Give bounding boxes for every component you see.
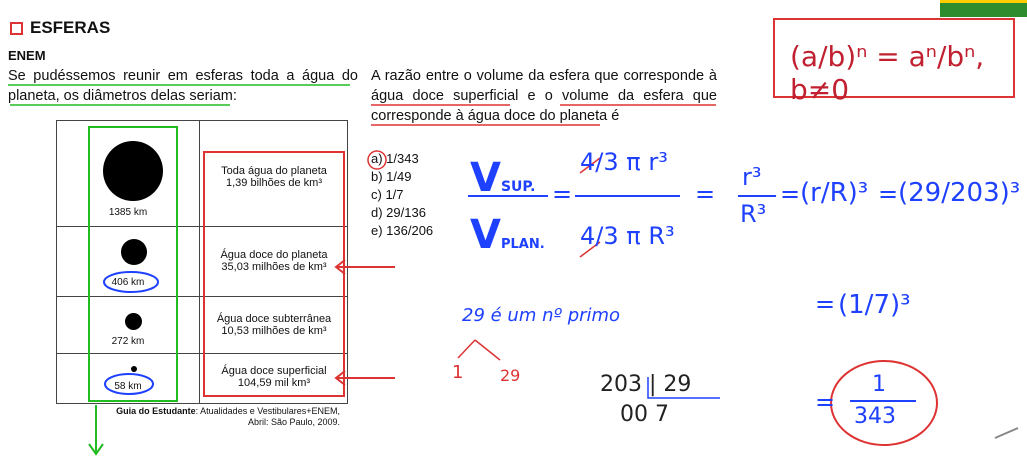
- desc-label: Água doce do planeta: [220, 249, 328, 261]
- eq-5: =: [815, 290, 836, 318]
- step2-den: R³: [740, 200, 767, 228]
- desc-label: Água doce subterrânea: [216, 313, 332, 325]
- step3: (r/R)³: [800, 178, 869, 208]
- diameter-label: 58 km: [114, 381, 142, 392]
- step4: (29/203)³: [898, 178, 1021, 208]
- v-sup-sub: SUP.: [500, 179, 536, 195]
- division-line1: 203 | 29: [600, 372, 692, 397]
- blue-circle-406: [104, 272, 158, 292]
- result-bar: [850, 400, 916, 402]
- desc-amount: 104,59 mil km³: [237, 377, 311, 389]
- eq-3: =: [780, 180, 801, 208]
- diameter-label: 1385 km: [108, 207, 148, 218]
- result-den: 343: [854, 404, 896, 429]
- desc-label: Água doce superficial: [221, 365, 327, 377]
- section-title: ESFERAS: [30, 18, 111, 37]
- v-plan: [470, 212, 545, 258]
- desc-label: Toda água do planeta: [221, 165, 327, 177]
- branch-line: [458, 340, 475, 358]
- source-bold: Guia do Estudante: [116, 406, 196, 416]
- factor-one: 1: [452, 362, 464, 383]
- option-c[interactable]: c) 1/7: [371, 187, 404, 202]
- intro-text: Se pudéssemos reunir em esferas toda a água do planeta, os diâmetros delas seriam:: [8, 68, 358, 104]
- prime-note: 29 é um nº primo: [462, 305, 621, 326]
- red-column-box: [204, 152, 344, 396]
- step2-num: r³: [742, 163, 762, 191]
- question-text: A razão entre o volume da esfera que corresponde à água doce superficial e o volume da esfera que corresponde à água doce do planeta é: [371, 68, 717, 124]
- v-plan-letter: V: [470, 212, 501, 258]
- red-circle-option-a: [368, 151, 386, 169]
- exam-label: ENEM: [8, 48, 46, 63]
- seventh: (1/7)³: [838, 290, 911, 320]
- source-line2: Abril: São Paulo, 2009.: [247, 417, 340, 427]
- diameter-label: 272 km: [111, 336, 145, 347]
- desc-amount: 35,03 milhões de km³: [221, 261, 327, 273]
- option-e[interactable]: e) 136/206: [371, 223, 434, 238]
- desc-amount: 10,53 milhões de km³: [221, 325, 327, 337]
- option-d[interactable]: d) 29/136: [371, 205, 426, 220]
- v-sup: [470, 155, 535, 201]
- result-num: 1: [872, 372, 886, 397]
- pen-icon: [995, 428, 1018, 438]
- green-column-box: [89, 127, 177, 401]
- eq-6: =: [815, 388, 836, 416]
- option-a[interactable]: a) 1/343: [371, 151, 419, 166]
- diameter-label: 406 km: [111, 277, 145, 288]
- formula-text: (a/b)ⁿ = aⁿ/bⁿ, b≠0: [790, 40, 985, 106]
- frac-top: 4/3 π r³: [580, 148, 668, 176]
- v-plan-sub: PLAN.: [500, 237, 545, 252]
- factor-29: 29: [500, 366, 521, 385]
- v-sup-letter: V: [470, 155, 501, 201]
- branch-line: [475, 340, 500, 360]
- option-b[interactable]: b) 1/49: [371, 169, 412, 184]
- frac-bot: 4/3 π R³: [580, 222, 675, 250]
- blue-circle-58: [105, 374, 153, 394]
- eq-2: =: [695, 180, 716, 208]
- source-rest: : Atualidades e Vestibulares+ENEM,: [195, 406, 340, 416]
- desc-amount: 1,39 bilhões de km³: [226, 177, 322, 189]
- division-line2: 00 7: [620, 402, 669, 427]
- eq-4: =: [878, 180, 899, 208]
- eq-1: =: [552, 180, 573, 208]
